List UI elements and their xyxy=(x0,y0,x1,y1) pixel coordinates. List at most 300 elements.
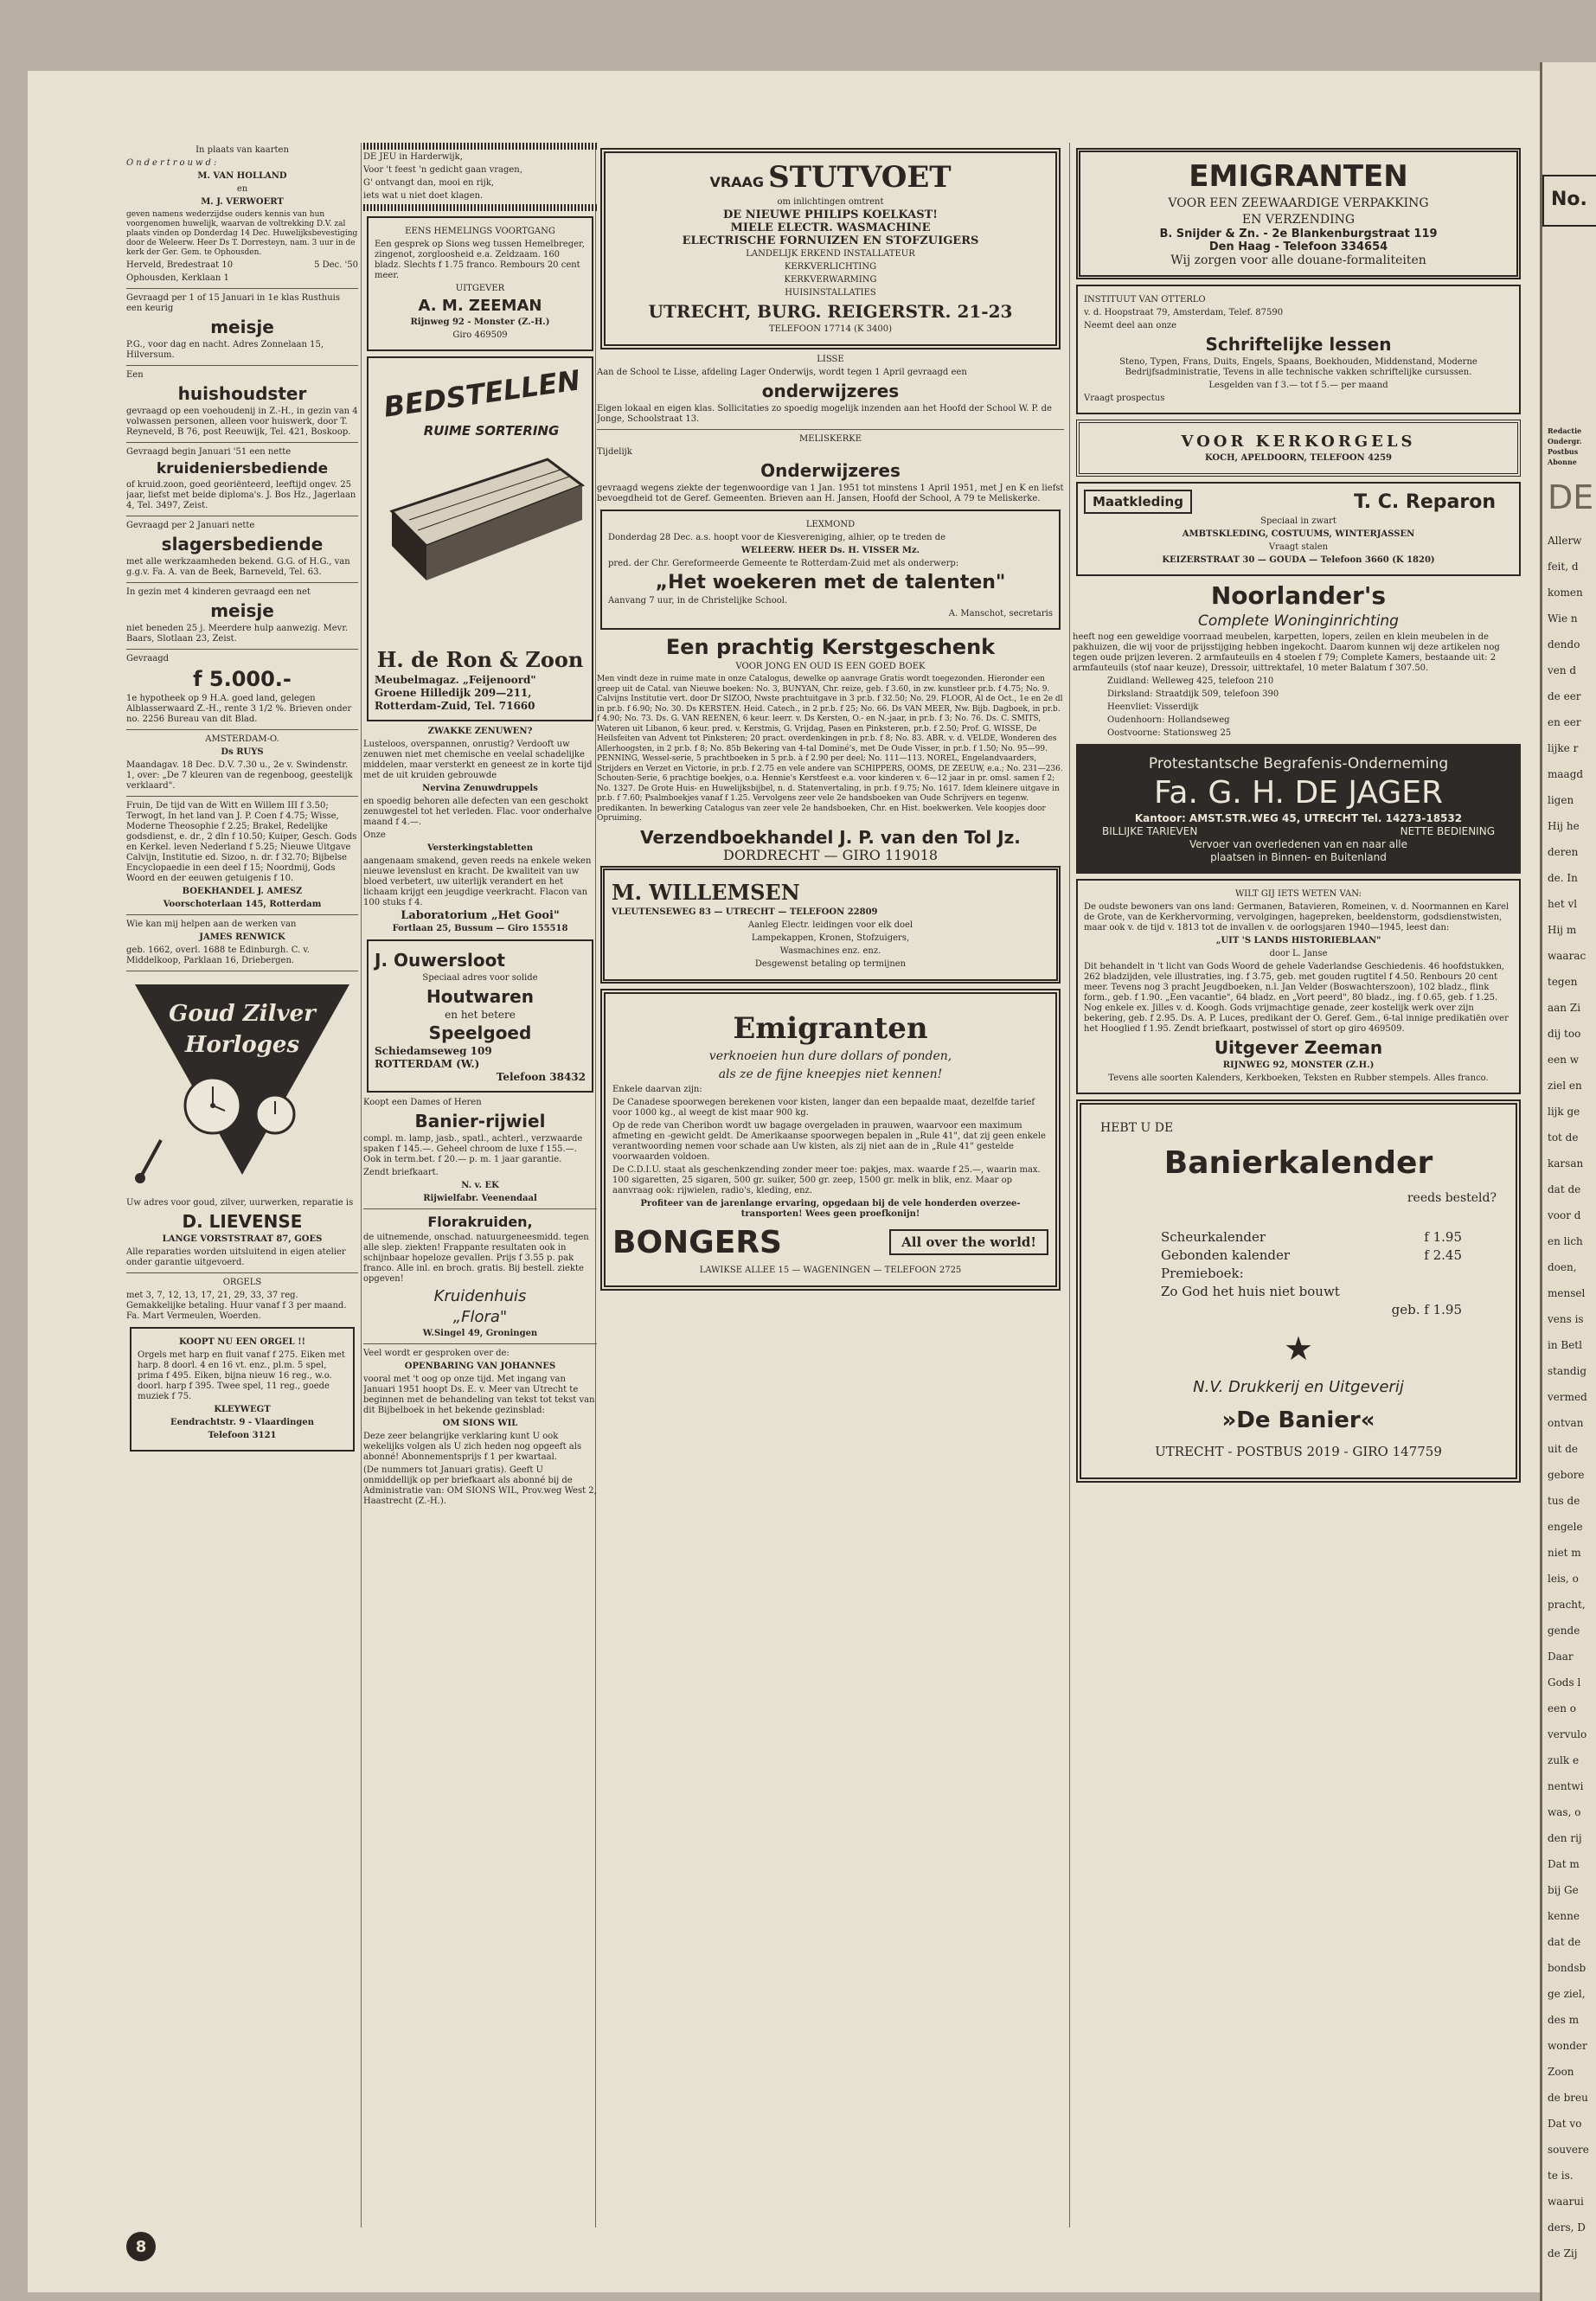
ad-body: Orgels met harp en fluit vanaf f 275. Eiken met harp. 8 doorl. 4 en 16 vt. enz., pl.m. 5 spel, prima f 495. Eiken, bijna nieuw 16 reg., w.o. doorl. harp f 395. Twee spel, 11 reg., goede muziek f 75. xyxy=(138,1350,345,1401)
ad-name: Laboratorium „Het Gooi" xyxy=(401,909,560,922)
ad-body: Steno, Typen, Frans, Duits, Engels, Spaans, Boekhouden, Middenstand, Moderne Bedrijfsadministratie, Tevens in alle technische vakken schriftelijke cursussen. xyxy=(1119,357,1477,377)
ad-body: Fruin, De tijd van de Witt en Willem III f 3.50; Terwogt, In het land van J. P. Coen f 4.75; Wisse, Moderne Theosophie f 2.25; Brakel, Redelijke godsdienst, e. dr., 2 dln f 10.50; Kuiper, Gesch. Gods en Kerkel. leven Nederland f 5.25; Nieuwe Uitgave Calvijn, Institutie ed. Sizoo, n. dr. f 32.70; Bijbelse Encyclopaedie in een deel f 15; Noordmij, Gods Woord en der eeuwen getuigenis f 10. xyxy=(126,801,357,883)
ad-body: Lusteloos, overspannen, onrustig? Verdooft uw zenuwen niet met chemische en veelal schadelijke middelen, maar versterkt en geneest ze in korte tijd met de uit kruiden gebrouwde xyxy=(363,740,593,780)
ad-huishoudster xyxy=(126,370,358,438)
ad-renwick xyxy=(126,920,358,966)
ad-name: Uitgever Zeeman xyxy=(1214,1037,1383,1058)
next-page-line: ven d xyxy=(1548,664,1577,676)
ad-heading: Fa. G. H. DE JAGER xyxy=(1153,775,1443,811)
ad-kruideniersbediende xyxy=(126,447,358,511)
ad-text: EN VERZENDING xyxy=(1241,213,1356,227)
ad-text: AMBTSKLEDING, COSTUUMS, WINTERJASSEN xyxy=(1182,529,1415,539)
ad-product: MIELE ELECTR. WASMACHINE xyxy=(730,221,931,234)
ad-text: verknoeien hun dure dollars of ponden, xyxy=(708,1048,952,1063)
ad-body: en spoedig behoren alle defecten van een geschokt zenuwgestel tot het verleden. Flac. voor onderhalve maand f 4.—. xyxy=(363,797,593,827)
ad-text: als ze de fijne kneepjes niet kennen! xyxy=(718,1067,943,1081)
ad-text: Ondertrouwd: xyxy=(126,158,220,168)
ad-title: „UIT 'S LANDS HISTORIEBLAAN" xyxy=(1215,936,1381,945)
ad-name: Ds RUYS xyxy=(221,747,264,757)
ad-heading: EMIGRANTEN xyxy=(1189,159,1408,194)
next-page-line: gebore xyxy=(1548,1469,1585,1481)
ad-text: en xyxy=(236,184,248,194)
next-page-line: mensel xyxy=(1548,1287,1586,1299)
next-page-line: den rij xyxy=(1548,1832,1582,1844)
ad-phone: Telefoon 3121 xyxy=(208,1431,277,1440)
ad-product: Houtwaren xyxy=(426,986,534,1007)
ad-slogan: All over the world! xyxy=(889,1229,1048,1255)
ad-body: De C.D.I.U. staat als geschenkzending zonder meer toe: pakjes, max. waarde f 25.—, waarin max. 100 sigaretten, 25 sigaren, 500 gr. suiker, 500 gr. zeep, 1500 gr. melk in blik, enz. Maar op aanvraag ook: rijwielen, radio's, kleding, enz. xyxy=(612,1164,1041,1195)
ad-text: Protestantsche Begrafenis-Onderneming xyxy=(1148,755,1449,772)
ad-body: compl. m. lamp, jasb., spatl., achterl., verzwaarde spaken f 145.—. Geheel chroom de luxe f 155.—. Ook in term.bet. f 20.— p. m. 1 jaar garantie. xyxy=(363,1134,583,1164)
ad-kerstgeschenk xyxy=(597,635,1064,861)
ad-address: Rotterdam-Zuid, Tel. 71660 xyxy=(375,700,535,712)
next-page-line: een o xyxy=(1548,1702,1576,1715)
ad-name: M. VAN HOLLAND xyxy=(197,171,287,181)
next-page-line: ders, D xyxy=(1548,2221,1586,2234)
ad-text: LEXMOND xyxy=(805,520,856,529)
ad-text: Gevraagd per 1 of 15 Januari in 1e klas Rusthuis een keurig xyxy=(126,293,340,313)
next-page-line: vens is xyxy=(1548,1313,1584,1325)
ad-body: Enkele daarvan zijn: xyxy=(612,1084,702,1094)
ad-branch: Oudenhoorn: Hollandseweg xyxy=(1107,715,1230,725)
ad-address: Rijnweg 92 - Monster (Z.-H.) xyxy=(410,317,550,327)
next-page-line: de breu xyxy=(1548,2092,1588,2104)
ad-name: Verzendboekhandel J. P. van den Tol Jz. xyxy=(640,826,1021,848)
ad-branch: Dirksland: Straatdijk 509, telefoon 390 xyxy=(1107,689,1279,699)
ad-heading: KOOPT NU EEN ORGEL !! xyxy=(179,1337,305,1347)
ad-de-jeu xyxy=(363,152,597,202)
next-page-line: wonder xyxy=(1548,2040,1587,2052)
ad-heading: ORGELS xyxy=(222,1278,262,1287)
ad-text: G' ontvangt dan, mooi en rijk, xyxy=(363,178,494,188)
column-4 xyxy=(1073,143,1524,1488)
ad-text: NETTE BEDIENING xyxy=(1400,825,1495,837)
ad-name: JAMES RENWICK xyxy=(199,933,285,942)
ad-text: KERKVERLICHTING xyxy=(784,262,877,272)
ad-body: Een gesprek op Sions weg tussen Hemelbreger, zingenot, zorgloosheid e.a. Zeldzaam. 160 bladz. Slechts f 1.75 franco. Rembours 20 cent meer. xyxy=(375,240,585,280)
ad-body: De Canadese spoorwegen berekenen voor kisten, langer dan een bepaalde maat, dezelfde tarief voor 1000 kg., al weegt de kist maar 900 kg. xyxy=(612,1097,1035,1118)
next-page-line: tus de xyxy=(1548,1495,1580,1507)
next-page-line: een w xyxy=(1548,1054,1580,1066)
ad-text: pred. der Chr. Gereformeerde Gemeente te Rotterdam-Zuid met als onderwerp: xyxy=(608,559,959,568)
next-page-line: karsan xyxy=(1548,1157,1584,1170)
ad-text: Uw adres voor goud, zilver, uurwerken, reparatie is xyxy=(126,1198,354,1208)
ad-ouwersloot xyxy=(367,939,593,1093)
ad-heading: kruideniersbediende xyxy=(156,460,329,478)
ad-body: de uitnemende, onschad. natuurgeneesmidd. tegen alle slep. ziekten! Frappante resultaten ook in schijnbaar hopeloze gevallen. Prijs f 3.55 p. pak franco. Alle inl. en broch. gratis. Bij bestell. ziekte opgeven! xyxy=(363,1233,589,1284)
ad-stutvoet xyxy=(600,148,1061,349)
ad-banierkalender xyxy=(1076,1099,1521,1483)
next-page-line: zulk e xyxy=(1548,1754,1580,1766)
ad-price: f 2.45 xyxy=(1424,1247,1462,1263)
ad-brand: BONGERS xyxy=(612,1224,782,1260)
ad-text: Complete Woninginrichting xyxy=(1198,612,1399,630)
ad-heading: Schriftelijke lessen xyxy=(1205,334,1392,355)
next-page-line: bij Ge xyxy=(1548,1884,1579,1896)
ad-address: UTRECHT, BURG. REIGERSTR. 21-23 xyxy=(648,301,1013,322)
ad-product: DE NIEUWE PHILIPS KOELKAST! xyxy=(723,208,938,221)
next-page-line: uit de xyxy=(1548,1443,1578,1455)
ad-heading: ZWAKKE ZENUWEN? xyxy=(427,727,533,736)
next-page-line: aan Zi xyxy=(1548,1002,1581,1014)
watch-title-2: Horloges xyxy=(184,1032,300,1058)
next-page-line: Hij he xyxy=(1548,820,1580,832)
ad-address: VLEUTENSEWEG 83 — UTRECHT — TELEFOON 22809 xyxy=(612,907,878,917)
ad-text: VOOR EEN ZEEWAARDIGE VERPAKKING xyxy=(1168,196,1429,210)
next-page-line: dat de xyxy=(1548,1936,1581,1948)
ad-ruys xyxy=(126,734,358,792)
watch-title-1: Goud Zilver xyxy=(169,1001,316,1027)
next-page-line: de. In xyxy=(1548,872,1578,884)
next-page-line: DE xyxy=(1548,478,1594,516)
next-page-line: engele xyxy=(1548,1521,1583,1533)
next-page-line: tegen xyxy=(1548,976,1578,988)
ad-giro: Giro 469509 xyxy=(452,330,508,340)
ad-heading: Emigranten xyxy=(733,1010,928,1046)
ad-address: ROTTERDAM (W.) xyxy=(375,1058,480,1070)
ad-heading: Banierkalender xyxy=(1163,1145,1433,1181)
ad-body: Op de rede van Cheribon wordt uw bagage overgeladen in prauwen, waarvoor een maximum afmeting en -gewicht geldt. De Amerikaanse spoorwegen bepalen in „Rule 41", dat zij geen enkele verantwoording nemen voor schade aan Uw kisten, als zij niet aan de in „Rule 41" gestelde voorwaarden voldoen. xyxy=(612,1120,1046,1162)
ad-address: RIJNWEG 92, MONSTER (Z.H.) xyxy=(1222,1061,1375,1070)
ad-otterlo xyxy=(1076,285,1521,414)
column-1 xyxy=(126,143,358,1457)
ad-body: Dit behandelt in 't licht van Gods Woord de gehele Vaderlandse Geschiedenis. 46 hoofdstukken, 262 bladzijden, vele illustraties, ing. f 3.75, geb. met gouden rugtitel f 4.50. Renbours 20 cent meer. Tevens nog 3 pracht Jeugdboeken, n.l. Jan Velder (Boswachterszoon), 102 bladz., flink form., geb. f 1.90. „Een vacantie", 64 bladz. en „Vort peerd", 80 bladz., ing. f 0.65, geb. f 1.25. Nog enkele ex. Jilles v. d. Koogh. Gods vrijmachtige genade, zeer kostelijk werk over zijn bekering, geb. f 2.95. Ds. A. P. Luces, predikant der O. Geref. Gem., 6-tal innige predikatiën over het Hooglied f 1.95. Zendt briefkaart, postwissel of stort op giro 469509. xyxy=(1084,962,1509,1034)
ad-text: Speciaal in zwart xyxy=(1260,516,1336,526)
ad-noorlander xyxy=(1073,581,1524,739)
ad-hemelings-voortgang xyxy=(367,216,593,351)
ad-name: Kruidenhuis xyxy=(433,1287,527,1305)
ad-body: geb. 1662, overl. 1688 te Edinburgh. C. v. Middelkoop, Parklaan 16, Driebergen. xyxy=(126,945,311,965)
ad-address: UTRECHT - POSTBUS 2019 - GIRO 147759 xyxy=(1155,1444,1442,1459)
watch-illustration xyxy=(126,976,358,1192)
ad-body: met 3, 7, 12, 13, 17, 21, 29, 33, 37 reg. Gemakkelijke betaling. Huur vanaf f 3 per maand. Fa. Mart Vermeulen, Woerden. xyxy=(126,1291,347,1321)
ad-price: f 1.95 xyxy=(1424,1229,1462,1245)
ad-product: Versterkingstabletten xyxy=(426,843,534,853)
next-page-number-box: No. xyxy=(1542,175,1596,227)
ad-address: LANGE VORSTSTRAAT 87, GOES xyxy=(162,1234,323,1244)
ad-hypotheek xyxy=(126,654,358,725)
column-2 xyxy=(363,143,597,1509)
ad-text: Vraagt stalen xyxy=(1268,542,1329,552)
ad-heading: f 5.000.- xyxy=(193,667,292,691)
next-page-line: Wie n xyxy=(1548,612,1578,625)
ad-item: Scheurkalender xyxy=(1161,1229,1266,1245)
next-page-line: en lich xyxy=(1548,1235,1583,1247)
ad-text: Neemt deel aan onze xyxy=(1084,321,1177,330)
ad-text: Lampekappen, Kronen, Stofzuigers, xyxy=(751,933,910,943)
ad-name: INSTITUUT VAN OTTERLO xyxy=(1084,295,1206,304)
ad-lisse xyxy=(597,355,1064,425)
ad-body: (De nummers tot Januari gratis). Geeft U onmiddellijk op per briefkaart als abonné bij de Administratie van: OM SIONS WIL, Prov.weg West 2, Haastrecht (Z.-H.). xyxy=(363,1465,597,1506)
ad-willemsen xyxy=(600,866,1061,984)
ad-banier-rijwiel xyxy=(363,1098,597,1204)
ad-heading: meisje xyxy=(210,600,274,621)
next-page-line: Hij m xyxy=(1548,924,1577,936)
ad-text: BILLIJKE TARIEVEN xyxy=(1102,825,1198,837)
ad-text: om inlichtingen omtrent xyxy=(777,197,884,207)
ad-text: Gevraagd begin Januari '51 een nette xyxy=(126,447,292,457)
ad-branch: Heenvliet: Visserdijk xyxy=(1107,702,1199,712)
next-page-line: maagd xyxy=(1548,768,1584,780)
next-page-line: des m xyxy=(1548,2014,1580,2026)
ad-date: 5 Dec. '50 xyxy=(314,260,358,270)
ad-text: Vervoer van overledenen van en naar alle xyxy=(1189,838,1408,850)
next-page-line: Redactie xyxy=(1548,426,1582,435)
bed-illustration xyxy=(375,364,591,641)
ad-heading: WILT GIJ IETS WETEN VAN: xyxy=(1235,889,1362,899)
ad-name: M. J. VERWOERT xyxy=(201,197,284,207)
ad-text: In gezin met 4 kinderen gevraagd een net xyxy=(126,587,311,597)
ad-uitgever-zeeman xyxy=(1076,879,1521,1094)
next-page-text xyxy=(1542,426,1596,2266)
ad-item: Gebonden kalender xyxy=(1161,1247,1291,1263)
ad-address: Herveld, Bredestraat 10 xyxy=(126,260,234,270)
ad-phone: Telefoon 38432 xyxy=(496,1071,586,1083)
ad-text: Wie kan mij helpen aan de werken van xyxy=(126,920,297,929)
next-page-line: dendo xyxy=(1548,638,1580,651)
ad-price: geb. f 1.95 xyxy=(1391,1302,1462,1317)
next-page-line: was, o xyxy=(1548,1806,1581,1818)
ad-kerkorgels xyxy=(1076,420,1521,477)
ad-heading: VOOR KERKORGELS xyxy=(1181,433,1416,451)
next-page-line: ontvan xyxy=(1548,1417,1584,1429)
ad-body: niet beneden 25 j. Meerdere hulp aanwezig. Mevr. Baars, Slotlaan 23, Zeist. xyxy=(126,624,349,644)
ad-address: B. Snijder & Zn. - 2e Blankenburgstraat 119 xyxy=(1159,228,1438,240)
ad-body: P.G., voor dag en nacht. Adres Zonnelaan 15, Hilversum. xyxy=(126,340,324,360)
ad-name: N. v. EK xyxy=(461,1181,499,1190)
next-page-line: doen, xyxy=(1548,1261,1577,1273)
next-page-line: ligen xyxy=(1548,794,1574,806)
next-page-line: in Betl xyxy=(1548,1339,1582,1351)
ad-name: „Flora" xyxy=(452,1308,508,1326)
ad-text: Tijdelijk xyxy=(597,447,632,457)
ad-body: De oudste bewoners van ons land: Germanen, Batavieren, Romeinen, v. d. Noormannen en Karel de Grote, van de Kerkhervorming, vervolgingen, hagepreken, beeldenstorm, godsdienstwisten, maar ook v. de tijd v. 1813 tot de invallen v. de oorlogsjaren 1940—1945, leest dan: xyxy=(1084,902,1509,933)
ad-item: Zo God het huis niet bouwt xyxy=(1161,1284,1340,1299)
ad-heading: M. WILLEMSEN xyxy=(612,879,800,905)
ad-heading: J. Ouwersloot xyxy=(375,950,505,971)
next-page-line: voor d xyxy=(1548,1209,1581,1221)
next-page-edge xyxy=(1540,62,1596,2301)
next-page-line: pracht, xyxy=(1548,1599,1586,1611)
ad-text: KOCH, APELDOORN, TELEFOON 4259 xyxy=(1205,453,1392,463)
page-number: 8 xyxy=(126,2232,156,2261)
next-page-line: Gods l xyxy=(1548,1676,1581,1689)
bed-subtitle: RUIME SORTERING xyxy=(423,423,560,439)
ad-text: Gevraagd per 2 Januari nette xyxy=(126,521,255,530)
ad-address: Eendrachtstr. 9 - Vlaardingen xyxy=(170,1418,315,1427)
next-page-line: en eer xyxy=(1548,716,1581,728)
next-page-line: Zoon xyxy=(1548,2066,1574,2078)
ad-slagersbediende xyxy=(126,521,358,578)
ad-text: Zendt briefkaart. xyxy=(363,1168,439,1177)
ad-address: LAWIKSE ALLEE 15 — WAGENINGEN — TELEFOON 2725 xyxy=(699,1265,962,1275)
ad-text: VOOR JONG EN OUD IS EEN GOED BOEK xyxy=(735,662,926,671)
next-page-line: Abonne xyxy=(1548,458,1577,466)
ad-text: Veel wordt er gesproken over de: xyxy=(363,1349,510,1358)
column-3 xyxy=(597,143,1064,1296)
ad-text: en het betere xyxy=(445,1009,516,1021)
ad-body: Profiteer van de jarenlange ervaring, opgedaan bij de vele honderden overzee-transporten! Wees geen proefkonijn! xyxy=(640,1198,1021,1219)
ad-body: gevraagd op een voehoudenij in Z.-H., in gezin van 4 volwassen personen, alleen voor huiswerk, door T. Reyneveld, B 76, post Reeuwijk, Tel. 421, Boskoop. xyxy=(126,407,358,437)
ad-heading: Een prachtig Kerstgeschenk xyxy=(665,635,996,659)
ad-florakruiden xyxy=(363,1214,597,1339)
ad-text: AMSTERDAM-O. xyxy=(205,734,279,744)
ad-body: Men vindt deze in ruime mate in onze Catalogus, dewelke op aanvrage Gratis wordt toegezonden. Hieronder een greep uit de Catal. van Nieuwe boeken: No. 3, BUNYAN, Chr. reize, geb. f 3.60, in zw. kunstleer pr.b. f 4.75; No. 9. Calvijns Institutie vert. door Dr SIZOO, Nwste prachtuitgave in 3 pr.b. f 32.50; No. 29. FLOOR, Al de Oct., 1e en 2e dl in pr.b. f 6.90; No. 30. Ds KERSTEN. Heid. Catech., in 2 pr.b. f 25; No. 66. Ds VAN MEER, Nw. Bijb. Dagboek, in pr.b. f 4.90; No. 73. Ds. G. VAN REENEN, 6 keur. leerr. v. Ds Kersten, O.- en N.-jaar, in pr.b. f 3; No. 76. Ds. C. SMITS, Wateren uit Libanon, 6 keur. pred. v. Kerstmis, G. Vrijdag, Pasen en Pinksteren, pr.b. f 2.50; Prof. G. WISSE, De Heilsfeiten van Advent tot Pinksteren; 20 pract. overdenkingen in pr.b. f 8; No. 83. ABR. v. d. VELDE, Wonderen des Allerhoogsten, in 2 pr.b. f 8; No. 85b Bekering van 4-tal Dominé's, met De Oude Visser, in pr.b. f 1.50; No. 95—99. PENNING, Wessel-serie, 5 prachtboeken in 5 pr.b. à f 2.90 per deel; No. 111—113. NOREL, Engelandvaarders, Strijders en Verzet en Victorie, in pr.b. f 2.75 en vele andere van SCHIPPERS, OOMS, DE ZEEUW, e.a.; No. 231—236. Schouten-Serie, 6 prachtige boekjes, o.a. Hennie's Kerstfeest e.a. voor kinderen v. 6—12 jaar in pr. omsl. samen f 2; No. 1327. De Grote Huis- en Huwelijksbijbel, n. d. Statenvertaling, in pr.b. f 9.75; No. 1617. Idem kleinere uitgave in pr.b. f 7.60; Psalmboekjes vanaf f 1.25. Vervolgens zeer vele 2e handsboeken van Oude Schrijvers en tegenw. predikanten. In bewerking Catalogus van zeer vele 2e handsboeken, Chr. en Hist. boekwerken. Vele koopjes door Opruiming. xyxy=(597,675,1063,823)
ad-boekhandel-amesz xyxy=(126,801,358,910)
next-page-line: standig xyxy=(1548,1365,1587,1377)
next-page-line: de eer xyxy=(1548,690,1581,702)
ad-text: VRAAG xyxy=(709,174,765,190)
ad-bongers xyxy=(600,989,1061,1291)
ad-product: Speelgoed xyxy=(428,1022,532,1043)
ad-text: KERKVERWARMING xyxy=(784,275,877,285)
ad-text: In plaats van kaarten xyxy=(195,145,289,155)
ad-kleywegt xyxy=(130,1327,355,1452)
ad-text: iets wat u niet doet klagen. xyxy=(363,191,484,201)
ad-name: A. M. ZEEMAN xyxy=(418,297,542,315)
ad-text: Meubelmagaz. „Feijenoord" xyxy=(375,674,536,686)
next-page-line: lijke r xyxy=(1548,742,1579,754)
next-page-line: feit, d xyxy=(1548,561,1579,573)
ad-address: Kantoor: AMST.STR.WEG 45, UTRECHT Tel. 14273-18532 xyxy=(1134,812,1463,824)
ad-zwakke-zenuwen xyxy=(363,727,597,934)
ad-body: aangenaam smakend, geven reeds na enkele weken nieuwe levenslust en kracht. De kwaliteit van uw bloed verbetert, uw uiterlijk verandert en het lichaam krijgt een jeugdige veerkracht. Flacon van 100 stuks f 4. xyxy=(363,856,592,907)
next-page-line: dat de xyxy=(1548,1183,1581,1195)
ad-name: OM SIONS WIL xyxy=(442,1419,518,1428)
next-page-line: te is. xyxy=(1548,2170,1574,2182)
ad-text: Aanleg Electr. leidingen voor elk doel xyxy=(747,920,913,930)
ad-text: Een xyxy=(126,370,144,380)
next-page-line: de Zij xyxy=(1548,2247,1578,2259)
next-page-line: waarac xyxy=(1548,950,1586,962)
ad-address: DORDRECHT — GIRO 119018 xyxy=(722,846,938,863)
ad-text: Onze xyxy=(363,830,386,840)
ad-branch: Zuidland: Welleweg 425, telefoon 210 xyxy=(1107,676,1274,686)
ad-lievense xyxy=(126,976,358,1268)
ad-heading: D. LIEVENSE xyxy=(182,1211,303,1232)
next-page-line: vermed xyxy=(1548,1391,1587,1403)
next-page-line: Allerw xyxy=(1548,535,1582,547)
ad-text: Vraagt prospectus xyxy=(1084,394,1165,403)
ad-text: UITGEVER xyxy=(455,284,505,293)
ad-text: HUISINSTALLATIES xyxy=(785,288,876,298)
next-page-line: tot de xyxy=(1548,1131,1579,1144)
ad-text: DE JEU in Harderwijk, xyxy=(363,152,463,162)
next-page-line: kenne xyxy=(1548,1910,1580,1922)
ad-orgels-vermeulen xyxy=(126,1278,358,1322)
next-page-line: Dat vo xyxy=(1548,2118,1582,2130)
ad-heading: Noorlander's xyxy=(1210,581,1387,610)
ad-text: Voor 't feest 'n gedicht gaan vragen, xyxy=(363,165,522,175)
next-page-line: nentwi xyxy=(1548,1780,1584,1792)
ad-heading: T. C. Reparon xyxy=(1354,490,1496,513)
ad-body: vooral met 't oog op onze tijd. Met ingang van Januari 1951 hoopt Ds. E. v. Meer van Utrecht te beginnen met de behandeling van tekst tot tekst van dit Bijbelboek in het bekende gezinsblad: xyxy=(363,1375,595,1415)
next-page-line: lijk ge xyxy=(1548,1106,1580,1118)
ad-heading: slagersbediende xyxy=(161,534,324,554)
ad-text: Tevens alle soorten Kalenders, Kerkboeken, Teksten en Rubber stempels. Alles franco. xyxy=(1108,1074,1489,1083)
ad-branch: Oostvoorne: Stationsweg 25 xyxy=(1107,728,1232,738)
ad-body: Maandagav. 18 Dec. D.V. 7.30 u., 2e v. Swindenstr. 1, over: „De 7 kleuren van de regenboog, geestelijk verklaard". xyxy=(126,760,353,791)
ad-heading: OPENBARING VAN JOHANNES xyxy=(404,1362,556,1371)
ad-text: LANDELIJK ERKEND INSTALLATEUR xyxy=(746,249,915,259)
next-page-line: niet m xyxy=(1548,1547,1581,1559)
ad-tab: Maatkleding xyxy=(1084,490,1192,514)
ad-text: Aanvang 7 uur, in de Christelijke School. xyxy=(608,596,788,606)
next-page-line: Postbus xyxy=(1548,447,1579,456)
next-page-line: Ondergr. xyxy=(1548,437,1582,445)
ad-lexmond xyxy=(600,510,1061,630)
ad-address: KEIZERSTRAAT 30 — GOUDA — Telefoon 3660 (K 1820) xyxy=(1162,555,1435,565)
ad-body: of kruid.zoon, goed georiënteerd, leeftijd ongev. 25 jaar, liefst met beide diploma's. J. Bos Hz., Jagerlaan 4, Tel. 3497, Zeist. xyxy=(126,480,356,510)
ad-de-jager xyxy=(1076,744,1521,874)
ad-meisje-1 xyxy=(126,293,358,361)
ad-text: Aan de School te Lisse, afdeling Lager Onderwijs, wordt tegen 1 April gevraagd een xyxy=(597,368,967,377)
ad-phone: TELEFOON 17714 (K 3400) xyxy=(768,324,893,334)
ad-text: A. Manschot, secretaris xyxy=(948,609,1053,619)
ad-heading: STUTVOET xyxy=(768,160,952,195)
ad-text: HEBT U DE xyxy=(1100,1121,1174,1135)
ad-address: Fortlaan 25, Bussum — Giro 155518 xyxy=(392,924,568,933)
ad-heading: huishoudster xyxy=(177,383,307,404)
ad-body: geven namens wederzijdse ouders kennis van hun voorgenomen huwelijk, waarvan de voltrekking D.V. zal plaats vinden op Donderdag 14 Dec. Huwelijksbevestiging door de Weleerw. Heer Ds T. Dorresteyn, nam. 3 uur in de kerk der Ger. Gem. te Ophousden. xyxy=(126,210,358,257)
ad-text: Lesgelden van f 3.— tot f 5.— per maand xyxy=(1208,381,1388,390)
ad-name: BOEKHANDEL J. AMESZ xyxy=(182,887,303,896)
ad-address: Schiedamseweg 109 xyxy=(375,1045,492,1057)
next-page-line: dij too xyxy=(1548,1028,1581,1040)
ad-body: Eigen lokaal en eigen klas. Sollicitaties zo spoedig mogelijk inzenden aan het Hoofd der School W. P. de Jonge, Schoolstraat 13. xyxy=(597,404,1052,424)
ad-text: plaatsen in Binnen- en Buitenland xyxy=(1210,851,1387,863)
next-page-line: vervulo xyxy=(1548,1728,1587,1740)
ad-reparon xyxy=(1076,482,1521,576)
next-page-line: Dat m xyxy=(1548,1858,1580,1870)
ad-text: Donderdag 28 Dec. a.s. hoopt voor de Kiesvereniging, alhier, op te treden de xyxy=(608,533,946,542)
ad-text: Desgewenst betaling op termijnen xyxy=(754,958,907,969)
ad-body: Deze zeer belangrijke verklaring kunt U ook wekelijks volgen als U zich heden nog opgeeft als abonné! Abonnementsprijs f 1 per kwartaal. xyxy=(363,1432,582,1462)
ad-address: Ophousden, Kerklaan 1 xyxy=(126,273,229,283)
ad-item: Premieboek: xyxy=(1161,1266,1244,1281)
ad-product: Nervina Zenuwdruppels xyxy=(422,784,538,793)
ad-heading: Onderwijzeres xyxy=(760,460,901,481)
ad-meliskerke xyxy=(597,434,1064,504)
ad-heading: Florakruiden, xyxy=(427,1214,533,1230)
ad-heading: Banier-rijwiel xyxy=(414,1111,546,1131)
ad-bedstellen xyxy=(367,356,593,721)
column-divider xyxy=(361,143,362,2227)
ad-heading: H. de Ron & Zoon xyxy=(376,647,584,672)
ad-name: WELEERW. HEER Ds. H. VISSER Mz. xyxy=(740,546,920,555)
ad-text: N.V. Drukkerij en Uitgeverij xyxy=(1193,1378,1404,1396)
ad-om-sions-wil xyxy=(363,1349,597,1507)
ad-text: Wasmachines enz. enz. xyxy=(779,945,881,956)
ad-heading: onderwijzeres xyxy=(761,381,900,401)
ad-heading: „Het woekeren met de talenten" xyxy=(655,572,1006,593)
ad-text: Speciaal adres voor solide xyxy=(422,973,538,983)
ad-emigranten-snijder xyxy=(1076,148,1521,279)
ad-body: met alle werkzaamheden bekend. G.G. of H.G., van g.g.v. Fa. A. van de Beek, Barneveld, Tel. 63. xyxy=(126,557,350,577)
ad-text: door L. Janse xyxy=(1269,949,1328,958)
next-page-line: leis, o xyxy=(1548,1573,1579,1585)
next-page-line: ziel en xyxy=(1548,1080,1582,1092)
next-page-line: souvere xyxy=(1548,2144,1589,2156)
ad-name: »De Banier« xyxy=(1221,1407,1375,1433)
ad-name: KLEYWEGT xyxy=(214,1405,271,1414)
ad-address: W.Singel 49, Groningen xyxy=(422,1329,538,1338)
ad-heading: EENS HEMELINGS VOORTGANG xyxy=(405,227,555,236)
ad-address: Voorschoterlaan 145, Rotterdam xyxy=(163,900,322,909)
ad-text: Koopt een Dames of Heren xyxy=(363,1098,482,1107)
star-icon: ★ xyxy=(1283,1330,1314,1368)
ad-ondertrouwd xyxy=(126,145,358,284)
